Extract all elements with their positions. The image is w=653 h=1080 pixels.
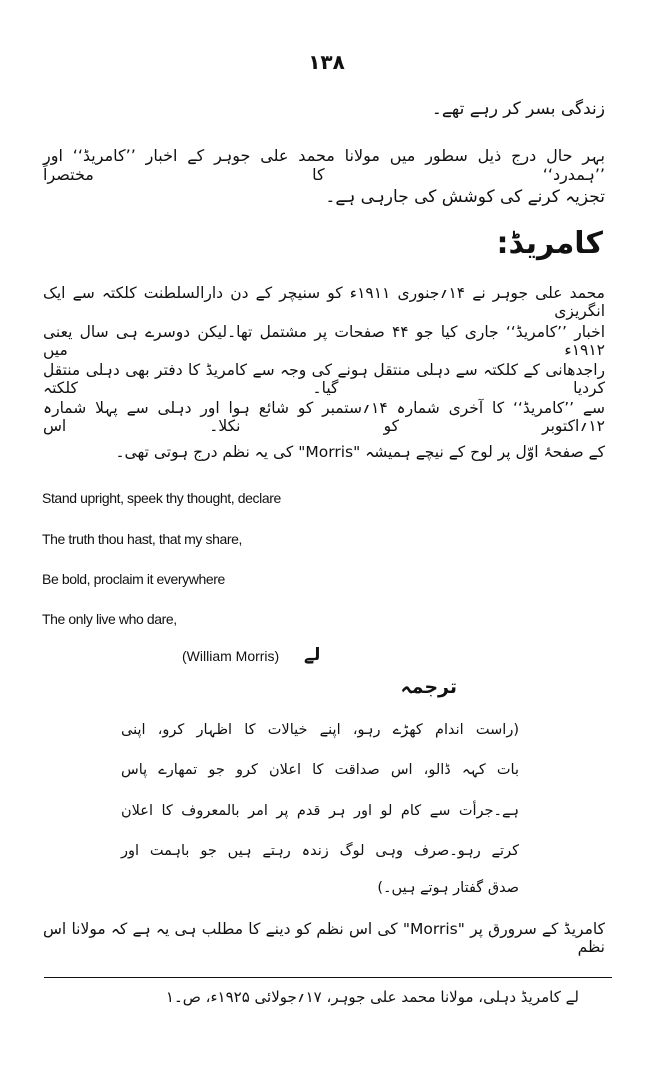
poem-attribution: (William Morris) xyxy=(182,648,280,664)
footnote-text: لے کامریڈ دہلی، مولانا محمد علی جوہر، ۱۷؍جولائی ۱۹۲۵ء، ص۔۱ xyxy=(165,988,579,1006)
page-number: ۱۳۸ xyxy=(308,50,345,74)
translation-line-3: ہے۔جرأت سے کام لو اور ہر قدم پر امر بالمعروف کا اعلان xyxy=(121,803,519,819)
body-line-5: کے صفحۂ اوّل پر لوح کے نیچے ہمیشہ "Morris" کی یہ نظم درج ہوتی تھی۔ xyxy=(115,443,605,461)
translation-title: ترجمہ xyxy=(400,676,457,698)
poem-line-4: The only live who dare, xyxy=(42,611,177,627)
body-line-3: راجدھانی کے کلکتہ سے دہلی منتقل ہونے کی وجہ سے کامریڈ کا دفتر بھی دہلی منتقل کردیا گیا۔ کلکتہ xyxy=(43,361,605,397)
body-line-1: محمد علی جوہر نے ۱۴؍جنوری ۱۹۱۱ء کو سنیچر کے دن دارالسلطنت کلکتہ سے ایک انگریزی xyxy=(43,284,605,320)
translation-line-2: بات کہہ ڈالو، اس صداقت کا اعلان کرو جو تمھارے پاس xyxy=(121,762,519,778)
intro-line-1: زندگی بسر کر رہے تھے۔ xyxy=(431,99,605,119)
footnote-divider xyxy=(44,977,612,978)
poem-line-2: The truth thou hast, that my share, xyxy=(42,531,242,547)
poem-line-3: Be bold, proclaim it everywhere xyxy=(42,571,225,587)
section-heading-comrade: کامریڈ: xyxy=(496,226,603,261)
translation-line-1: (راست اندام کھڑے رہو، اپنے خیالات کا اظہار کرو، اپنی xyxy=(121,722,519,738)
translation-line-4: کرتے رہو۔صرف وہی لوگ زندہ رہتے ہیں جو باہمت اور xyxy=(121,843,519,859)
body-line-2: اخبار ’’کامریڈ‘‘ جاری کیا جو ۴۴ صفحات پر مشتمل تھا۔لیکن دوسرے ہی سال یعنی ۱۹۱۲ء میں xyxy=(43,323,605,359)
body-line-4: سے ’’کامریڈ‘‘ کا آخری شمارہ ۱۴؍ستمبر کو شائع ہوا اور دہلی سے پہلا شمارہ ۱۲؍اکتوبر کو نکلا۔ اس xyxy=(43,399,605,435)
footnote-marker: لے xyxy=(304,645,321,665)
closing-line: کامریڈ کے سرورق پر "Morris" کی اس نظم کو دینے کا مطلب ہی یہ ہے کہ مولانا اس نظم xyxy=(43,920,605,956)
intro-line-3: تجزیہ کرنے کی کوشش کی جارہی ہے۔ xyxy=(325,187,605,207)
intro-line-2: بہر حال درج ذیل سطور میں مولانا محمد علی جوہر کے اخبار ’’کامریڈ‘‘ اور ’’ہمدرد‘‘ کا مختصراً xyxy=(43,146,605,184)
translation-line-5: صدق گفتار ہوتے ہیں۔) xyxy=(377,880,519,896)
poem-line-1: Stand upright, speek thy thought, declare xyxy=(42,490,281,506)
